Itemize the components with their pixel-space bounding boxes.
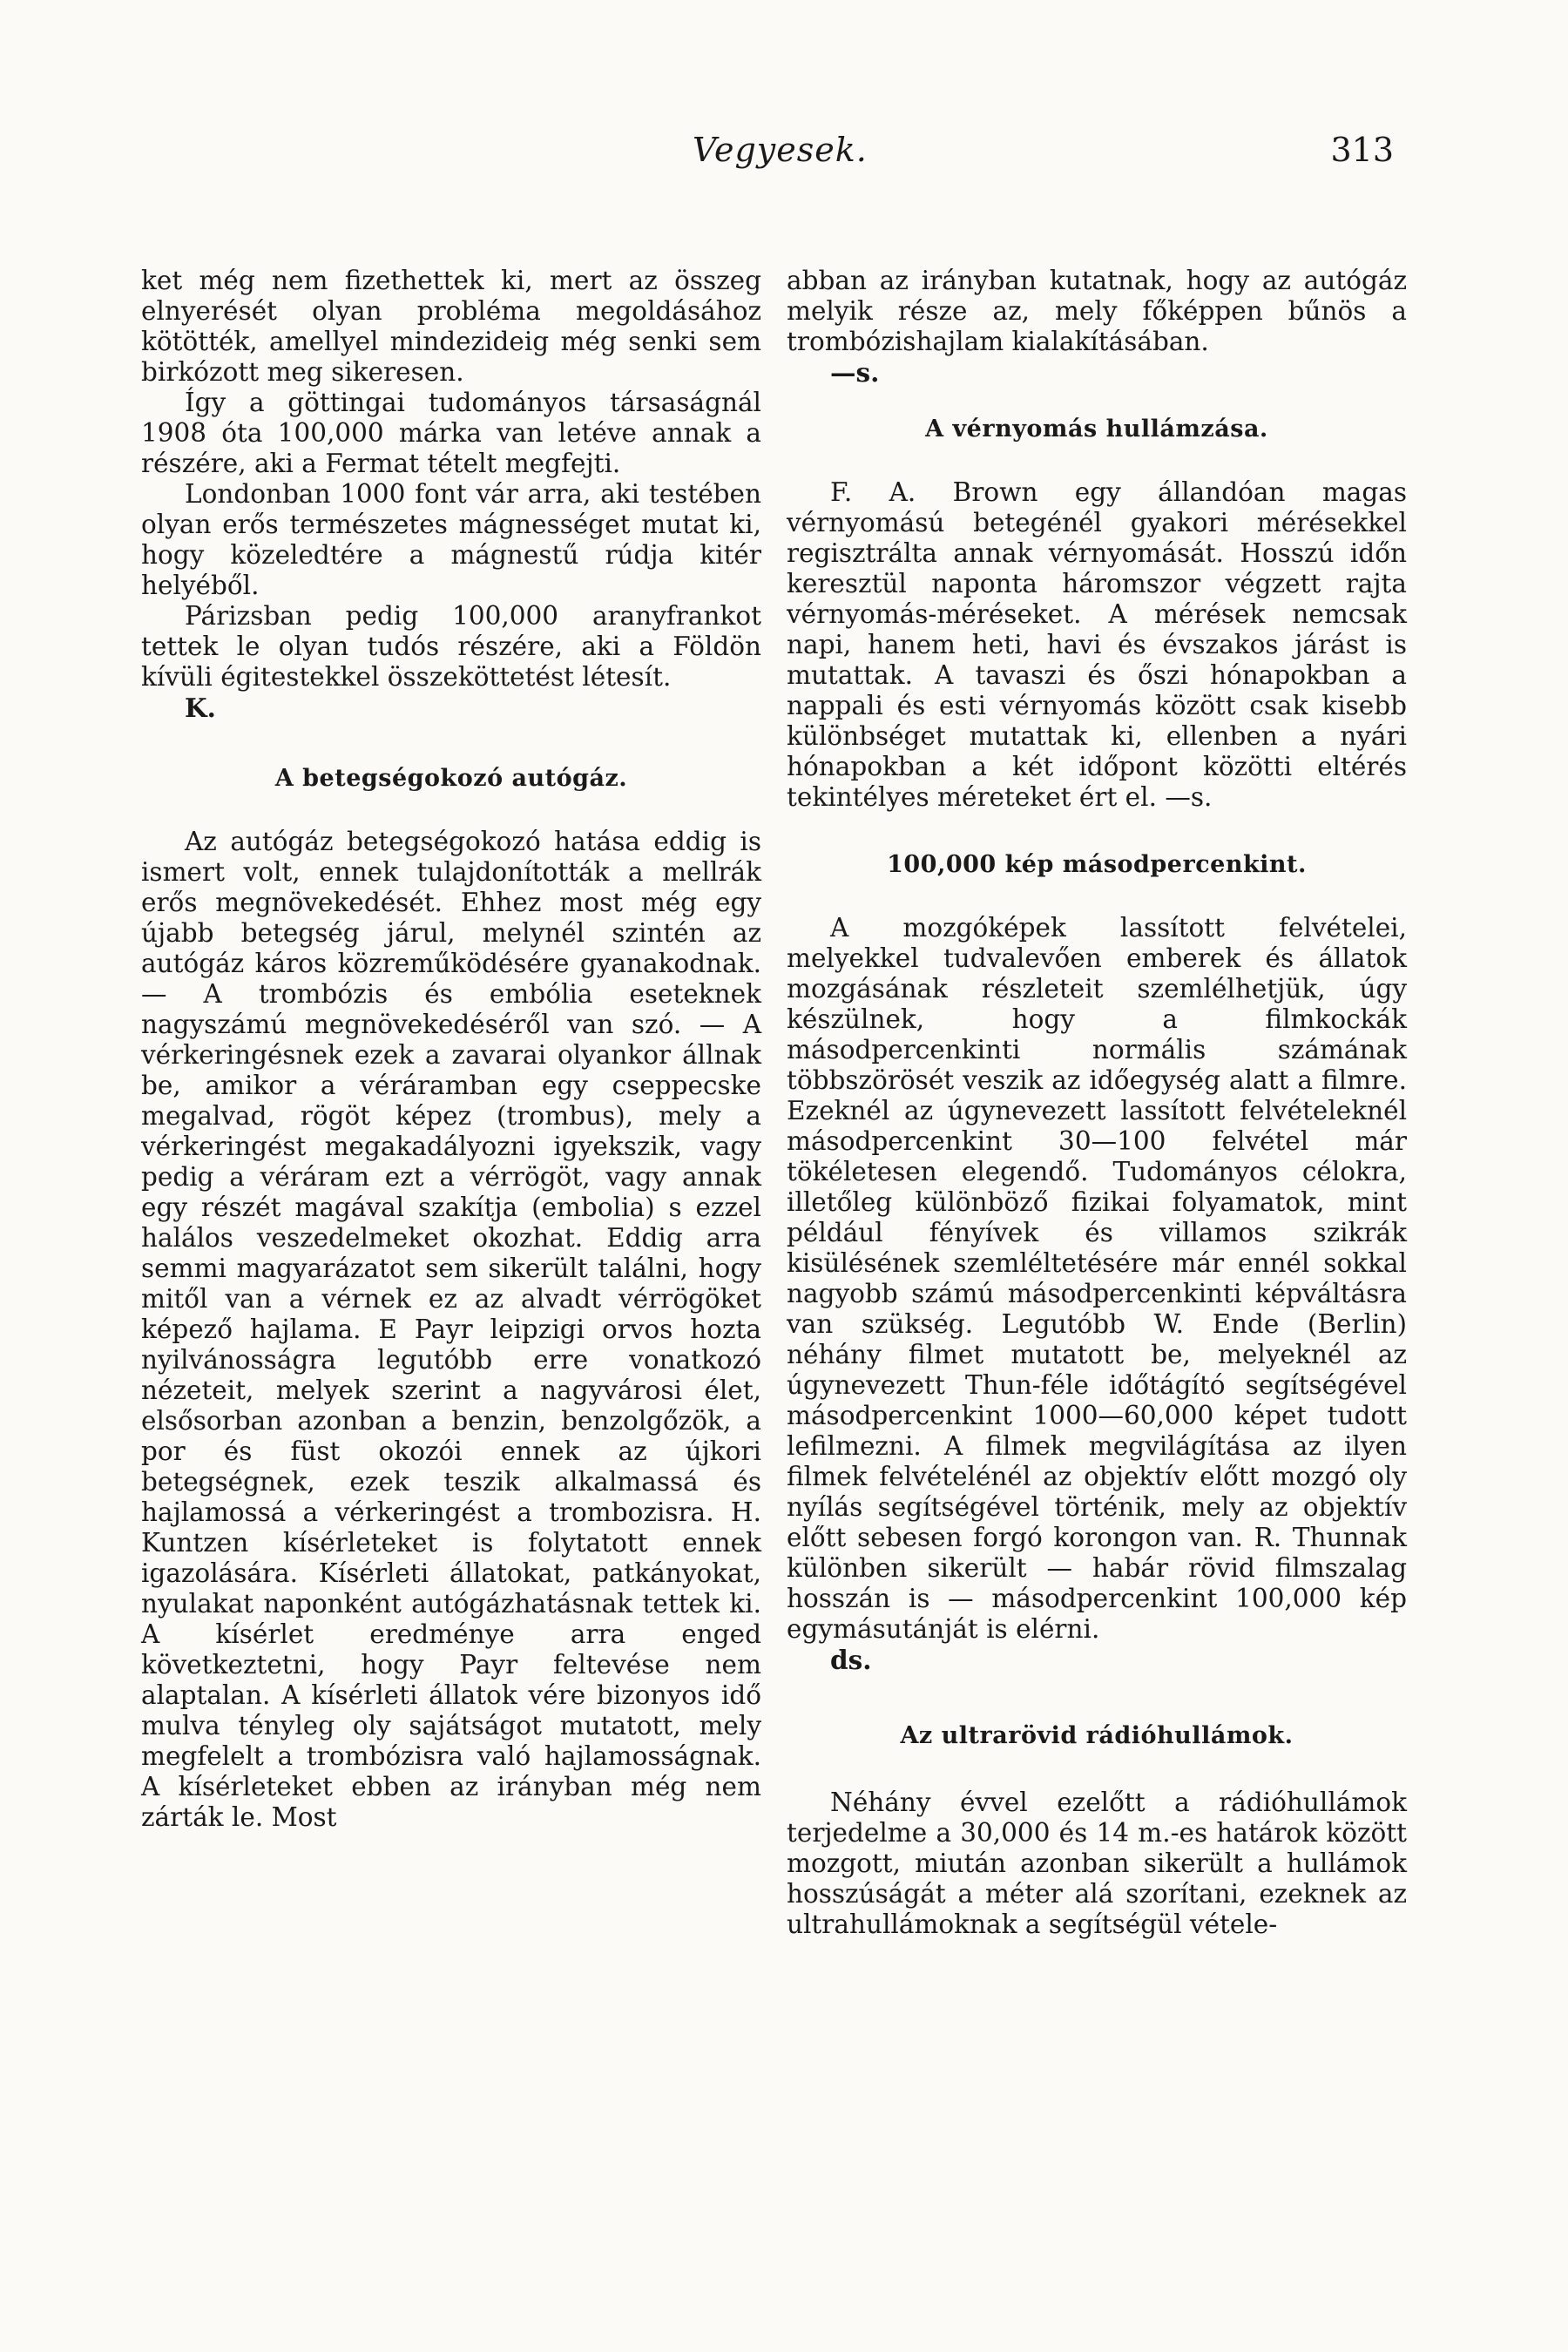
right-paragraph-2: F. A. Brown egy állandóan magas vérnyomású betegénél gyakori mérésekkel regisztrálta annak vérnyomását. Hosszú időn keresztül naponta háromszor végzett rajta vérnyomás-méréseket. A mérések nemcsak napi, hanem heti, havi és évszakos járást is mutattak. A tavaszi és őszi hónapokban a nappali és esti vérnyomás között csak kisebb különbséget mutattak ki, ellenben a nyári hónapokban a két időpont közötti eltérés tekintélyes méreteket ért el. —s. — [787, 477, 1407, 812]
section-title-vernyomas: A vérnyomás hullámzása. — [925, 416, 1268, 443]
left-paragraph-2: Így a göttingai tudományos társaságnál 1908 óta 100,000 márka van letéve annak a részére, aki a Fermat tételt megfejti. — [141, 388, 761, 478]
left-paragraph-4: Párizsban pedig 100,000 aranyfrankot tettek le olyan tudós részére, aki a Földön kívüli égitestekkel összeköttetést létesít. — [141, 601, 761, 692]
right-paragraph-1: abban az irányban kutatnak, hogy az autógáz melyik része az, mely főképpen bűnös a trombózishajlam kialakításában. — [787, 266, 1407, 356]
signature-s-1: —s. — [830, 357, 880, 388]
left-paragraph-5: Az autógáz betegségokozó hatása eddig is ismert volt, ennek tulajdonították a mellrák erős megnövekedését. Ehhez most még egy újabb betegség járul, melynél szintén az autógáz káros közreműködésére gyanakodnak. — A trombózis és embólia eseteknek nagyszámú megnövekedéséről van szó. — A vérkeringésnek ezek a zavarai olyankor állnak be, amikor a véráramban egy cseppecske megalvad, rögöt képez (trombus), mely a vérkeringést megakadályozni igyekszik, vagy pedig a véráram ezt a vérrögöt, vagy annak egy részét magával szakítja (embolia) s ezzel halálos veszedelmeket okozhat. Eddig arra semmi magyarázatot sem sikerült találni, hogy mitől van a vérnek ez az alvadt vérrögöket képező hajlama. E Payr leipzigi orvos hozta nyilvánosságra legutóbb erre vonatkozó nézeteit, melyek szerint a nagyvárosi élet, elsősorban azonban a benzin, benzolgőzök, a por és füst okozói ennek az újkori betegségnek, ezek teszik alkalmassá és hajlamossá a vérkeringést a trombozisra. H. Kuntzen kísérleteket is folytatott ennek igazolására. Kísérleti állatokat, patkányokat, nyulakat naponként autógázhatásnak tettek ki. A kísérlet eredménye arra enged következtetni, hogy Payr feltevése nem alaptalan. A kísérleti állatok vére bizonyos idő mulva tényleg oly sajátságot mutatott, mely megfelelt a trombózisra való hajlamosságnak. A kísérleteket ebben az irányban még nem zárták le. Most — [141, 827, 761, 1832]
left-paragraph-1: ket még nem fizethettek ki, mert az összeg elnyerését olyan probléma megoldásához kötötték, amellyel mindezideig még senki sem birkózott meg sikeresen. — [141, 266, 761, 387]
left-column — [141, 266, 761, 1833]
left-paragraph-3: Londonban 1000 font vár arra, aki testében olyan erős természetes mágnességet mutat ki, hogy közeledtére a mágnestű rúdja kitér helyéből. — [141, 479, 761, 600]
page-number: 313 — [1330, 131, 1394, 169]
section-title-ultrarovid: Az ultrarövid rádióhullámok. — [900, 1722, 1294, 1749]
right-paragraph-4: Néhány évvel ezelőtt a rádióhullámok terjedelme a 30,000 és 14 m.-es határok között mozgott, miután azonban sikerült a hullámok hosszúságát a méter alá szorítani, ezeknek az ultrahullámoknak a segítségül vétele- — [787, 1788, 1407, 1939]
signature-k: K. — [185, 693, 216, 723]
section-title-autogaz: A betegségokozó autógáz. — [274, 765, 628, 792]
right-column — [787, 266, 1407, 1940]
section-title-100000-kep: 100,000 kép másodpercenkint. — [887, 851, 1307, 878]
running-title: Vegyesek. — [693, 131, 868, 169]
right-paragraph-3: A mozgóképek lassított felvételei, melyekkel tudvalevően emberek és állatok mozgásának részleteit szemlélhetjük, úgy készülnek, hogy a filmkockák másodpercenkinti normális számának többszörösét veszik az időegység alatt a filmre. Ezeknél az úgynevezett lassított felvételeknél másodpercenkint 30—100 felvétel már tökéletesen elegendő. Tudományos célokra, illetőleg különböző fizikai folyamatok, mint például fényívek és villamos szikrák kisülésének szemléltetésére már ennél sokkal nagyobb számú másodpercenkinti képváltásra van szükség. Legutóbb W. Ende (Berlin) néhány filmet mutatott be, melyeknél az úgynevezett Thun-féle időtágító segítségével másodpercenkint 1000—60,000 képet tudott lefilmezni. A filmek megvilágítása az ilyen filmek felvételénél az objektív előtt mozgó oly nyílás segítségével történik, mely az objektív előtt sebesen forgó korongon van. R. Thunnak különben sikerült — habár rövid filmszalag hosszán is — másodpercenkint 100,000 kép egymásutánját is elérni. — [787, 913, 1407, 1644]
page-header — [148, 131, 1394, 192]
signature-ds: ds. — [830, 1645, 872, 1675]
